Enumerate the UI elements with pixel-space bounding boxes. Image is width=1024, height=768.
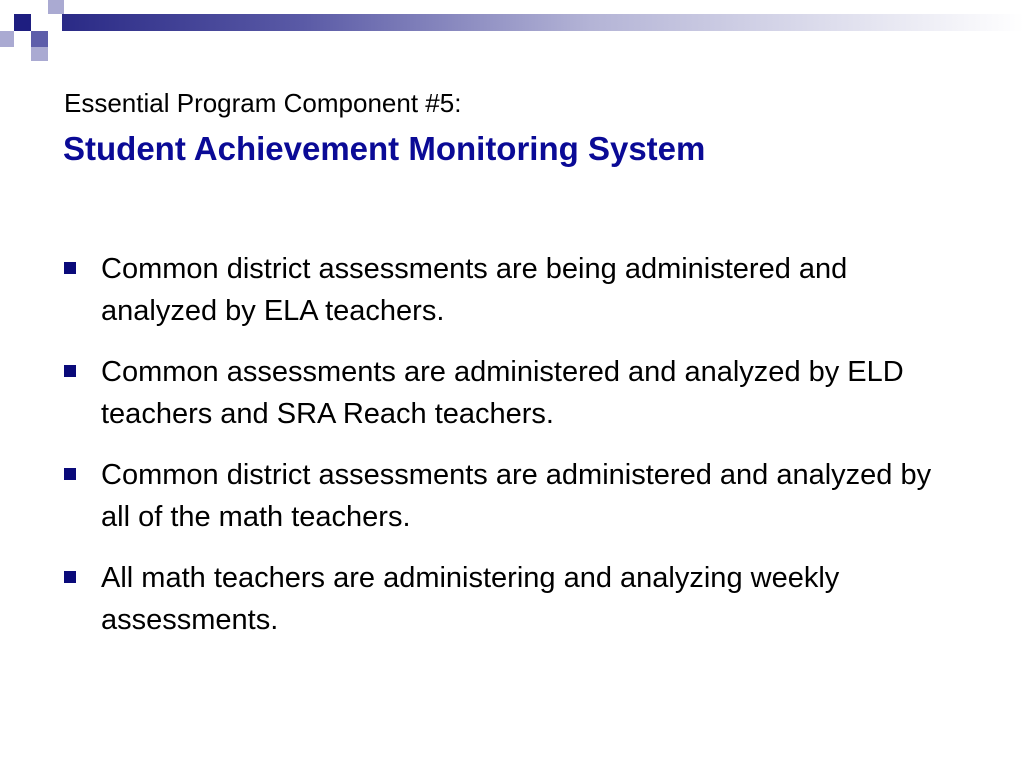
bullet-text: Common district assessments are administered and analyzed by all of the math teachers. [101,459,932,533]
square-bullet-icon [64,262,76,274]
bullet-list [62,248,942,660]
slide-title-prefix: Essential Program Component #5: [64,88,462,118]
bullet-item [62,454,942,538]
corner-square-decoration [0,31,14,47]
bullet-item [62,248,942,332]
corner-square-decoration [14,14,31,31]
bullet-text: All math teachers are administering and analyzing weekly assessments. [101,562,840,636]
header-gradient-bar [62,14,1024,31]
corner-square-decoration [48,0,64,15]
square-bullet-icon [64,571,76,583]
bullet-item [62,557,942,641]
bullet-text: Common district assessments are being administered and analyzed by ELA teachers. [101,253,848,327]
bullet-item [62,351,942,435]
corner-square-decoration [31,31,48,47]
corner-square-decoration [48,14,62,31]
corner-square-decoration [31,14,48,31]
square-bullet-icon [64,468,76,480]
square-bullet-icon [64,365,76,377]
bullet-text: Common assessments are administered and analyzed by ELD teachers and SRA Reach teachers. [101,356,904,430]
slide-title: Student Achievement Monitoring System [63,130,706,167]
corner-square-decoration [31,47,48,61]
